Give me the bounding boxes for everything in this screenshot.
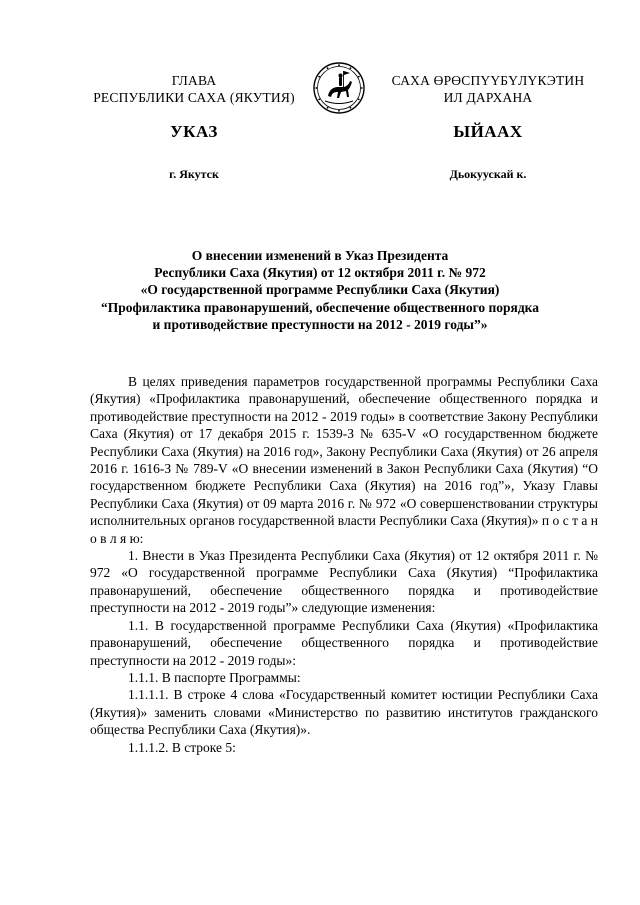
subject-title-line4: “Профилактика правонарушений, обеспечение общественного порядка bbox=[100, 299, 540, 315]
decree-title-russian: УКАЗ bbox=[170, 122, 218, 141]
body-paragraph-item-1-1: 1.1. В государственной программе Республики Саха (Якутия) «Профилактика правонарушений, обеспечение общественного порядка и противодействие преступности на 2012 - 2019 годы»: bbox=[90, 617, 598, 668]
decree-title-sakha: ЫЙААХ bbox=[453, 122, 523, 141]
subject-title-line2: Республики Саха (Якутия) от 12 октября 2011 г. № 972 bbox=[154, 265, 486, 281]
subject-title-line5: и противодействие преступности на 2012 - 2019 годы”» bbox=[152, 316, 488, 332]
subject-title-line1: О внесении изменений в Указ Президента bbox=[191, 248, 449, 263]
document-body bbox=[90, 373, 598, 756]
header-right bbox=[380, 72, 596, 106]
header-right-line2: ИЛ ДАРХАНА bbox=[443, 90, 533, 105]
city-sakha: Дьокуускай к. bbox=[449, 167, 527, 181]
coat-of-arms-emblem-icon bbox=[313, 62, 365, 114]
body-paragraph-item-1: 1. Внести в Указ Президента Республики Саха (Якутия) от 12 октября 2011 г. № 972 «О государственной программе Республики Саха (Якутия) “Профилактика правонарушений, обеспечение общественного порядка и противодействие преступности на 2012 - 2019 годы”» следующие изменения: bbox=[90, 548, 598, 616]
header-left-line1: ГЛАВА bbox=[171, 73, 217, 88]
city-russian: г. Якутск bbox=[169, 167, 219, 181]
document-subject-title bbox=[88, 247, 552, 333]
subject-title-line3: «О государственной программе Республики Саха (Якутия) bbox=[140, 282, 500, 298]
header-left bbox=[86, 72, 302, 106]
header-left-line2: РЕСПУБЛИКИ САХА (ЯКУТИЯ) bbox=[93, 90, 295, 105]
body-paragraph-item-1-1-1-1: 1.1.1.1. В строке 4 слова «Государственный комитет юстиции Республики Саха (Якутия)» заменить словами «Министерство по развитию институтов гражданского общества Республики Саха (Якутия)». bbox=[90, 687, 598, 738]
header-right-line1: САХА ӨРӨСПҮҮБҮЛҮКЭТИН bbox=[391, 73, 585, 88]
body-paragraph-item-1-1-1: 1.1.1. В паспорте Программы: bbox=[128, 669, 301, 685]
body-paragraph-item-1-1-1-2: 1.1.1.2. В строке 5: bbox=[128, 739, 236, 755]
body-paragraph-preamble: В целях приведения параметров государственной программы Республики Саха (Якутия) «Профилактика правонарушений, обеспечение общественного порядка и противодействие преступности на 2012 - 2019 годы» в соответствие Закону Республики Саха (Якутия) от 17 декабря 2015 г. 1539-З № 635-V «О государственном бюджете Республики Саха (Якутия) на 2016 год», Закону Республики Саха (Якутия) от 26 апреля 2016 г. 1616-З № 789-V «О внесении изменений в Закон Республики Саха (Якутия) “О государственном бюджете Республики Саха (Якутия) на 2016 год”», Указу Главы Республики Саха (Якутия) от 09 марта 2016 г. № 972 «О совершенствовании структуры исполнительных органов государственной власти Республики Саха (Якутия)» п о с т а н о в л я ю: bbox=[90, 374, 598, 546]
